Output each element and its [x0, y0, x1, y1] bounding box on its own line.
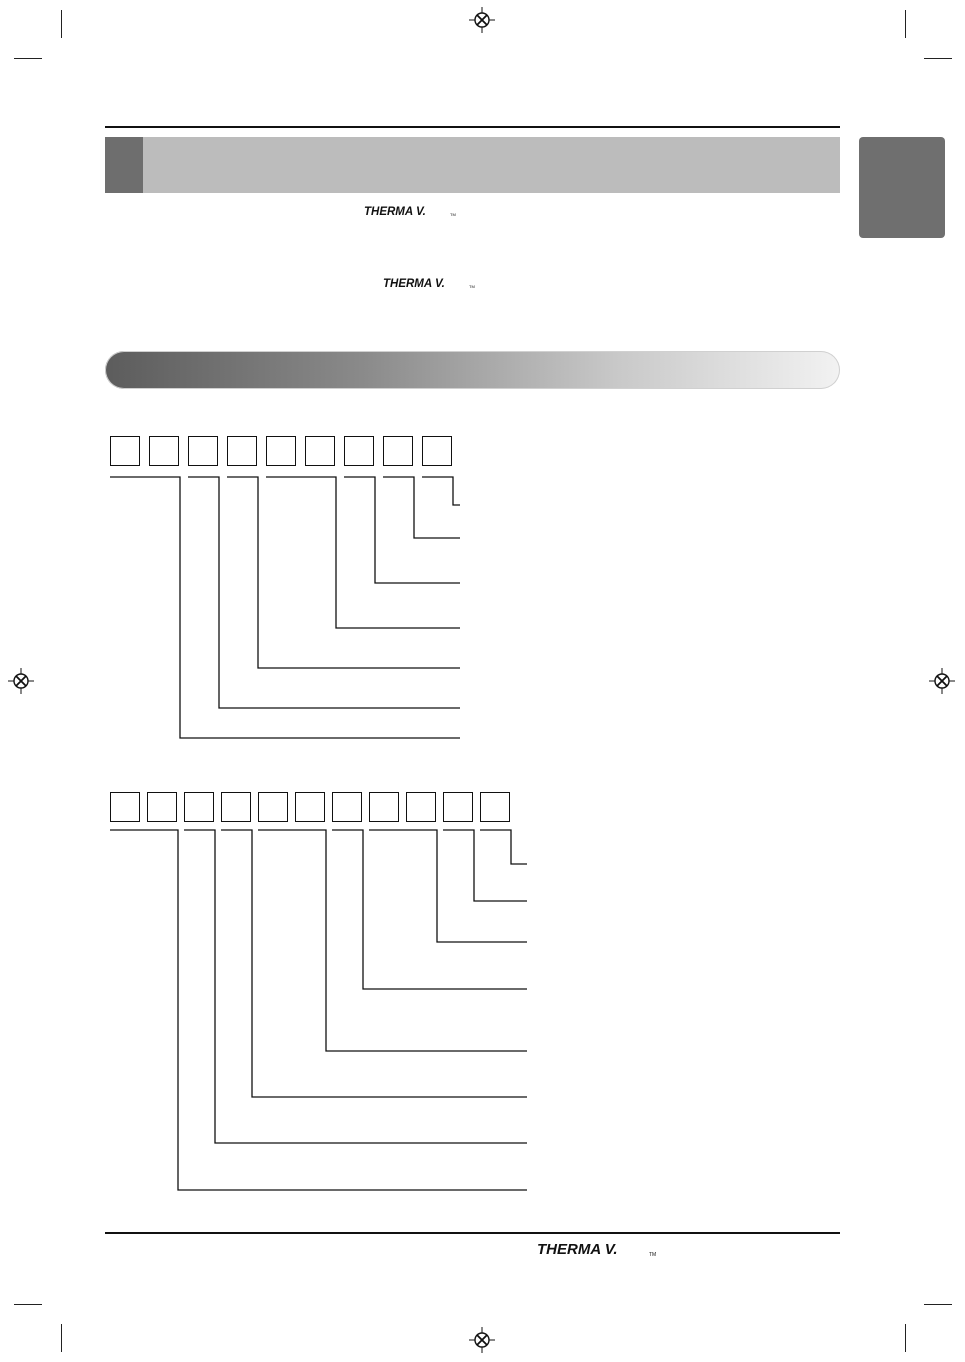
footer-therma-v-logo — [537, 1238, 667, 1258]
svg-text:TM: TM — [450, 212, 456, 217]
svg-text:TM: TM — [469, 284, 475, 289]
svg-text:TM: TM — [649, 1252, 657, 1258]
leader-line — [443, 830, 527, 901]
leader-line — [369, 830, 527, 942]
svg-text:THERMA V.: THERMA V. — [537, 1241, 618, 1258]
leader-line — [184, 830, 527, 1143]
leader-line — [221, 830, 527, 1097]
bottom-rule — [105, 1232, 840, 1234]
leader-line — [110, 830, 527, 1190]
leader-line — [480, 830, 527, 864]
leader-line — [332, 830, 527, 989]
leader-line — [258, 830, 527, 1051]
svg-text:THERMA V.: THERMA V. — [383, 278, 445, 289]
svg-text:THERMA V.: THERMA V. — [364, 206, 426, 217]
